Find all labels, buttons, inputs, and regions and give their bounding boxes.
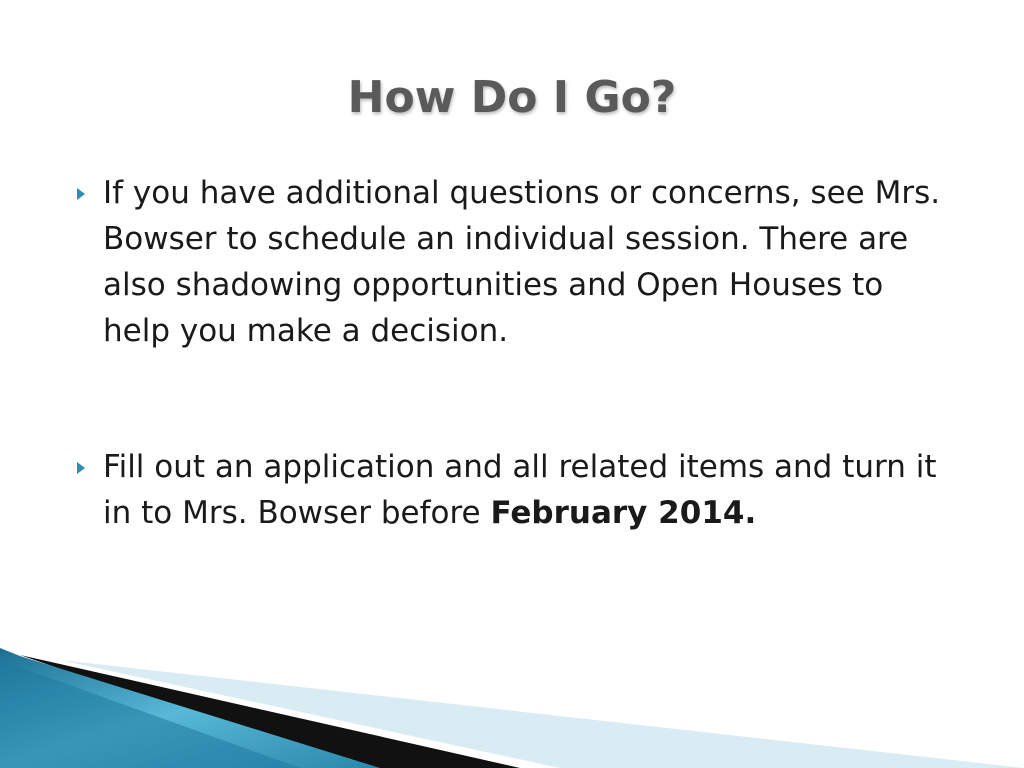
bullet-text-plain: Fill out an application and all related items and turn it in to Mrs. Bowser before [103, 449, 937, 531]
bullet-item [0, 444, 1024, 584]
bullet-item [0, 170, 1024, 400]
wave-black-band [20, 655, 520, 768]
wave-teal-band-inner [0, 660, 300, 768]
triangle-bullet-icon [77, 188, 85, 200]
bullet-list [0, 170, 1024, 584]
slide-title: How Do I Go? [347, 72, 677, 123]
wave-pale-band [60, 660, 1024, 768]
bullet-text-bold-date: February 2014. [490, 495, 757, 531]
bullet-text: If you have additional questions or concerns, see Mrs. Bowser to schedule an individual session. There are also shadowing opportunities and Open Houses to help you make a decision. [103, 175, 941, 349]
wave-teal-band [0, 648, 380, 768]
triangle-bullet-icon [77, 462, 85, 474]
bullet-text [103, 444, 943, 536]
